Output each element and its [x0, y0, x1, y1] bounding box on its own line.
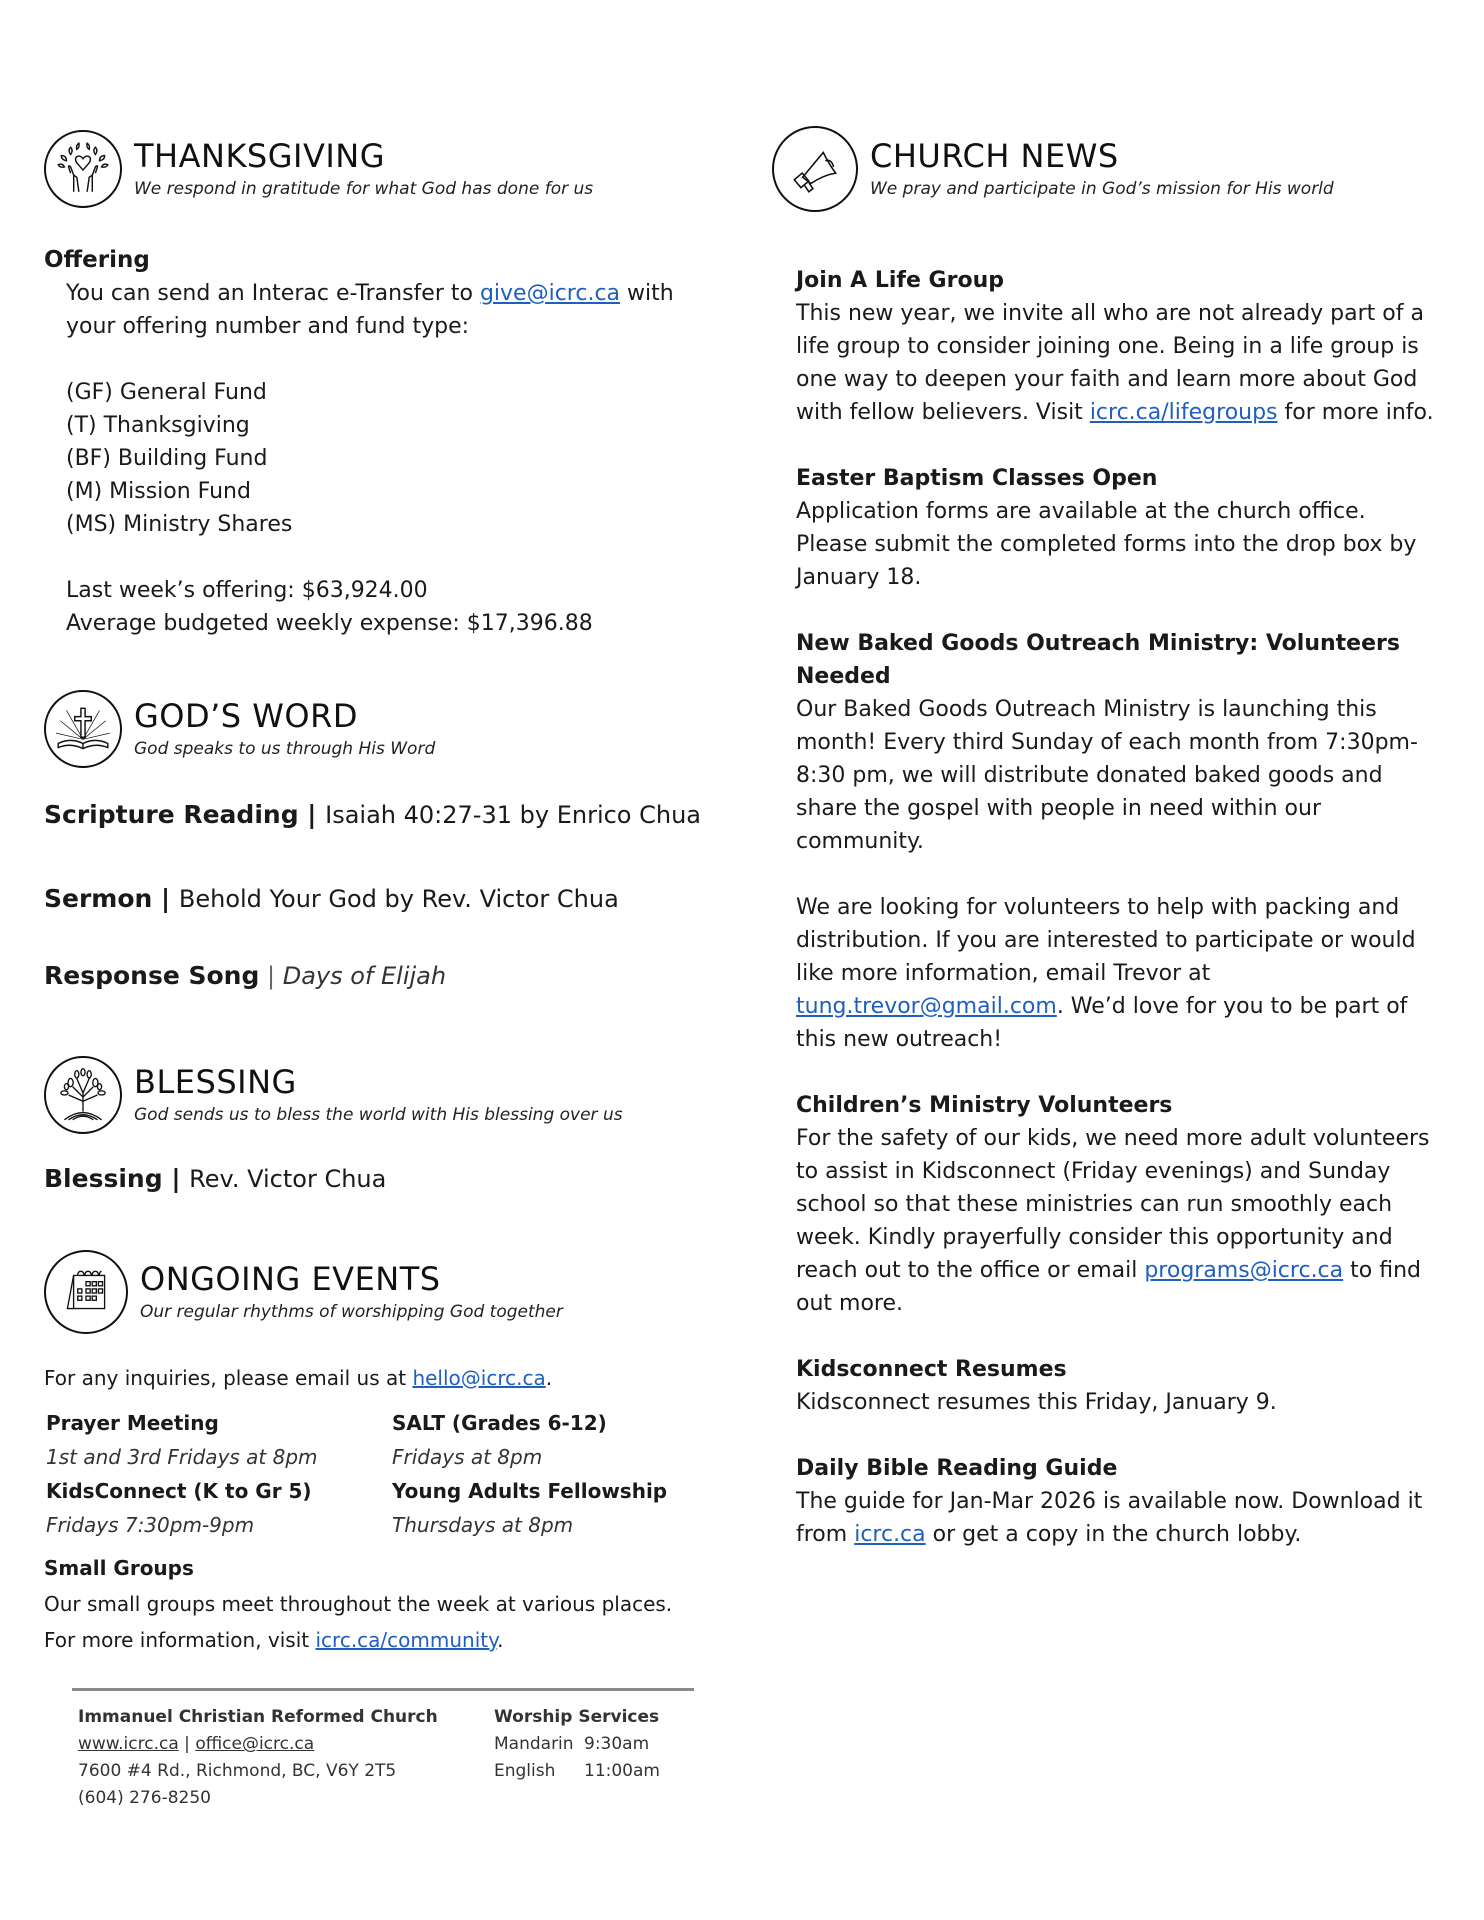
blessing-item [44, 1164, 386, 1193]
liturgy-label: Sermon [44, 884, 153, 913]
news-text: This new year, we invite all who are not already part of a life group to consider joining one. Being in a life group is one way to deepen your faith and learn more about God with fellow believers. Visit [796, 301, 1424, 425]
event-name: Prayer Meeting [46, 1411, 219, 1435]
cross-bible-icon [44, 690, 122, 768]
blessing-header [44, 1056, 623, 1134]
news-body: Application forms are available at the church office. Please submit the completed forms into the drop box by January 18. [796, 499, 1417, 590]
lifegroups-link[interactable]: icrc.ca/lifegroups [1089, 400, 1278, 425]
news-body: Kidsconnect resumes this Friday, January 9. [796, 1390, 1277, 1415]
liturgy-separator: | [298, 800, 326, 829]
offering-heading: Offering [44, 247, 150, 273]
service-time: 11:00am [584, 1761, 660, 1781]
event-time: 1st and 3rd Fridays at 8pm [46, 1445, 318, 1469]
news-list [796, 264, 1444, 1584]
news-body [796, 1485, 1444, 1551]
news-text-after: . We’d love for you to be part of this new outreach! [796, 994, 1408, 1052]
offering-block [44, 244, 704, 640]
section-title: THANKSGIVING [134, 137, 386, 175]
inquiry-text: For any inquiries, please email us at [44, 1366, 413, 1390]
footer-contact [78, 1704, 458, 1812]
avg-expense-label: Average budgeted weekly expense: [66, 611, 467, 636]
small-groups-body: Our small groups meet throughout the week at various places. For more information, visit [44, 1592, 673, 1652]
footer-separator: | [178, 1734, 196, 1754]
icrc-website-link[interactable]: icrc.ca [854, 1522, 926, 1547]
tree-heart-hands-icon [44, 130, 122, 208]
give-email-link[interactable]: give@icrc.ca [479, 281, 621, 306]
event-item [392, 1406, 692, 1474]
event-item [46, 1406, 392, 1474]
hello-email-link[interactable]: hello@icrc.ca [412, 1366, 546, 1390]
news-body [796, 1122, 1444, 1320]
liturgy-label: Blessing [44, 1164, 163, 1193]
tree-of-life-icon [44, 1056, 122, 1134]
response-song [44, 961, 446, 990]
section-subtitle: We pray and participate in God’s mission for His world [870, 179, 1334, 199]
church-news-header [772, 126, 1334, 212]
footer-links [78, 1731, 458, 1758]
news-title: Join A Life Group [796, 268, 1004, 293]
service-language: Mandarin [494, 1734, 574, 1754]
news-item [796, 627, 1444, 1056]
news-title: Kidsconnect Resumes [796, 1357, 1067, 1382]
trevor-email-link[interactable]: tung.trevor@gmail.com [796, 994, 1057, 1019]
programs-email-link[interactable]: programs@icrc.ca [1144, 1258, 1344, 1283]
megaphone-icon [772, 126, 858, 212]
fund-list [44, 376, 704, 541]
office-email-link[interactable]: office@icrc.ca [195, 1734, 315, 1754]
website-link[interactable]: www.icrc.ca [78, 1734, 179, 1754]
liturgy-separator: | [152, 884, 179, 913]
church-name: Immanuel Christian Reformed Church [78, 1707, 438, 1727]
news-item [796, 462, 1444, 594]
liturgy-label: Scripture Reading [44, 800, 299, 829]
news-text: We are looking for volunteers to help with packing and distribution. If you are interested to participate or would like more information, email Trevor at [796, 895, 1416, 986]
events-inquiry [44, 1366, 552, 1390]
church-phone: (604) 276-8250 [78, 1788, 211, 1808]
section-title: CHURCH NEWS [870, 137, 1119, 175]
event-name: SALT (Grades 6-12) [392, 1411, 607, 1435]
news-text: The guide for Jan-Mar 2026 is available now. Download it from [796, 1489, 1423, 1547]
footer-services [494, 1704, 714, 1785]
last-week-value: $63,924.00 [301, 578, 428, 603]
small-groups-heading: Small Groups [44, 1556, 194, 1580]
small-groups-text [44, 1586, 704, 1658]
event-name: KidsConnect (K to Gr 5) [46, 1479, 312, 1503]
fund-item: (GF) General Fund [66, 380, 267, 405]
offering-text-after: with your offering number and fund type: [66, 281, 674, 339]
news-title: Daily Bible Reading Guide [796, 1456, 1118, 1481]
footer-divider [72, 1688, 694, 1691]
sermon [44, 884, 619, 913]
liturgy-separator: | [162, 1164, 190, 1193]
section-subtitle: God sends us to bless the world with His blessing over us [134, 1105, 623, 1125]
news-item [796, 1089, 1444, 1320]
section-title: ONGOING EVENTS [140, 1260, 441, 1298]
news-text-after: for more info. [1277, 400, 1434, 425]
avg-expense [66, 607, 704, 640]
offering-text: You can send an Interac e-Transfer to [66, 281, 480, 306]
liturgy-value: Days of Elijah [282, 962, 447, 990]
event-time: Fridays 7:30pm-9pm [46, 1513, 255, 1537]
news-body [796, 297, 1444, 429]
service-row [494, 1731, 714, 1758]
avg-expense-value: $17,396.88 [466, 611, 593, 636]
services-heading: Worship Services [494, 1707, 660, 1727]
news-body: Our Baked Goods Outreach Ministry is launching this month! Every third Sunday of each month from 7:30pm-8:30 pm, we will distribute donated baked goods and share the gospel with people in need within our community. [796, 697, 1418, 854]
fund-item: (MS) Ministry Shares [66, 512, 293, 537]
inquiry-period: . [545, 1366, 553, 1390]
ongoing-events-header [44, 1250, 563, 1334]
event-item [46, 1474, 392, 1542]
gods-word-header [44, 690, 435, 768]
news-item [796, 1353, 1444, 1419]
section-title: BLESSING [134, 1063, 297, 1101]
news-text-after: to find out more. [796, 1258, 1421, 1316]
service-row [494, 1758, 714, 1785]
event-item [392, 1474, 692, 1542]
small-groups-period: . [497, 1628, 504, 1652]
liturgy-value: Rev. Victor Chua [189, 1165, 387, 1193]
liturgy-value: Behold Your God by Rev. Victor Chua [178, 885, 619, 913]
fund-item: (T) Thanksgiving [66, 413, 250, 438]
event-name: Young Adults Fellowship [392, 1479, 668, 1503]
news-title: Children’s Ministry Volunteers [796, 1093, 1173, 1118]
offering-instructions [44, 277, 704, 343]
section-subtitle: Our regular rhythms of worshipping God together [140, 1302, 563, 1322]
service-time: 9:30am [584, 1734, 650, 1754]
news-item [796, 1452, 1444, 1551]
news-title: New Baked Goods Outreach Ministry: Volunteers Needed [796, 631, 1400, 689]
section-subtitle: God speaks to us through His Word [134, 739, 436, 759]
fund-item: (BF) Building Fund [66, 446, 268, 471]
last-week-offering [66, 574, 704, 607]
liturgy-separator: | [259, 962, 283, 990]
news-body-2 [796, 891, 1444, 1056]
small-groups [44, 1550, 704, 1658]
news-text: For the safety of our kids, we need more adult volunteers to assist in Kidsconnect (Friday evenings) and Sunday school so that these ministries can run smoothly each week. Kindly prayerfully consider this opportunity and reach out to the office or email [796, 1126, 1430, 1283]
news-title: Easter Baptism Classes Open [796, 466, 1158, 491]
church-address: 7600 #4 Rd., Richmond, BC, V6Y 2T5 [78, 1761, 397, 1781]
section-title: GOD’S WORD [134, 697, 358, 735]
last-week-label: Last week’s offering: [66, 578, 302, 603]
calendar-icon [44, 1250, 128, 1334]
offering-stats [44, 574, 704, 640]
event-time: Fridays at 8pm [392, 1445, 543, 1469]
community-link[interactable]: icrc.ca/community [315, 1628, 498, 1652]
news-text-after: or get a copy in the church lobby. [925, 1522, 1302, 1547]
events-grid [46, 1406, 692, 1542]
news-item [796, 264, 1444, 429]
thanksgiving-header [44, 130, 593, 208]
fund-item: (M) Mission Fund [66, 479, 251, 504]
service-language: English [494, 1761, 556, 1781]
event-time: Thursdays at 8pm [392, 1513, 574, 1537]
liturgy-label: Response Song [44, 961, 260, 990]
scripture-reading [44, 800, 701, 829]
liturgy-value: Isaiah 40:27-31 by Enrico Chua [325, 801, 702, 829]
section-subtitle: We respond in gratitude for what God has done for us [134, 179, 594, 199]
